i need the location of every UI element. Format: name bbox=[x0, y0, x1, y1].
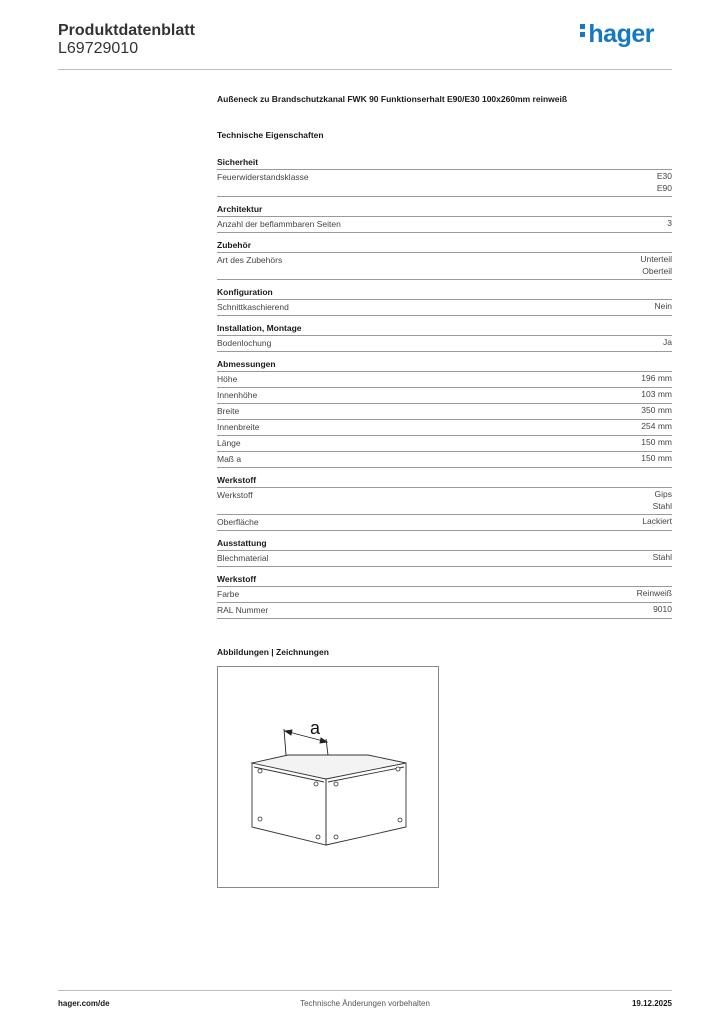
dimension-label: a bbox=[310, 718, 321, 738]
dimension-a bbox=[284, 729, 328, 755]
property-value: Oberteil bbox=[642, 265, 672, 276]
property-value: 103 mm bbox=[641, 389, 672, 399]
property-label: Innenhöhe bbox=[217, 390, 258, 400]
property-label: Oberfläche bbox=[217, 517, 259, 527]
property-values bbox=[641, 421, 672, 433]
property-label: Maß a bbox=[217, 454, 242, 464]
property-value: 9010 bbox=[653, 604, 672, 614]
footer-date: 19.12.2025 bbox=[631, 999, 672, 1008]
property-section bbox=[217, 474, 672, 531]
property-values bbox=[641, 389, 672, 401]
screw-hole bbox=[258, 817, 262, 821]
property-values bbox=[667, 218, 672, 230]
property-label: Breite bbox=[217, 406, 240, 416]
corner-duct-drawing bbox=[218, 667, 438, 887]
property-label: Blechmaterial bbox=[217, 553, 269, 563]
property-label: Schnittkaschierend bbox=[217, 302, 289, 312]
property-section bbox=[217, 239, 672, 280]
page-header bbox=[58, 20, 672, 70]
property-values bbox=[653, 489, 672, 512]
property-row bbox=[217, 488, 672, 515]
section-heading: Abmessungen bbox=[217, 358, 672, 372]
property-value: E30 bbox=[656, 171, 672, 181]
property-value: Lackiert bbox=[642, 516, 672, 526]
property-label: Innenbreite bbox=[217, 422, 260, 432]
property-value: Stahl bbox=[652, 500, 672, 511]
property-label: Werkstoff bbox=[217, 490, 253, 500]
article-number: L69729010 bbox=[58, 40, 139, 57]
product-title: Außeneck zu Brandschutzkanal FWK 90 Funktionserhalt E90/E30 100x260mm reinweiß bbox=[217, 94, 568, 104]
property-label: Länge bbox=[217, 438, 241, 448]
footer-notice: Technische Änderungen vorbehalten bbox=[300, 999, 430, 1008]
property-row bbox=[217, 300, 672, 316]
property-value: Reinweiß bbox=[636, 588, 672, 598]
property-values bbox=[641, 437, 672, 449]
property-label: Bodenlochung bbox=[217, 338, 272, 348]
product-drawing bbox=[217, 666, 439, 888]
property-value: 150 mm bbox=[641, 437, 672, 447]
property-row bbox=[217, 587, 672, 603]
property-values bbox=[637, 588, 672, 600]
property-section bbox=[217, 322, 672, 352]
section-heading: Zubehör bbox=[217, 239, 672, 253]
property-row bbox=[217, 404, 672, 420]
property-values bbox=[655, 301, 672, 313]
screw-hole bbox=[316, 835, 320, 839]
property-value: Unterteil bbox=[640, 254, 672, 264]
property-values bbox=[657, 171, 672, 194]
property-row bbox=[217, 217, 672, 233]
property-value: 350 mm bbox=[641, 405, 672, 415]
property-section bbox=[217, 203, 672, 233]
section-heading: Werkstoff bbox=[217, 474, 672, 488]
screw-hole bbox=[334, 835, 338, 839]
property-values bbox=[663, 337, 672, 349]
property-row bbox=[217, 551, 672, 567]
property-value: Stahl bbox=[652, 552, 672, 562]
logo-colon-icon bbox=[580, 21, 585, 40]
screw-hole bbox=[258, 769, 262, 773]
property-label: Höhe bbox=[217, 374, 238, 384]
property-row bbox=[217, 336, 672, 352]
property-value: E90 bbox=[656, 182, 672, 193]
screw-hole bbox=[334, 782, 338, 786]
property-section bbox=[217, 286, 672, 316]
property-row bbox=[217, 420, 672, 436]
property-label: Art des Zubehörs bbox=[217, 255, 283, 265]
page-footer bbox=[58, 990, 672, 1008]
property-values bbox=[653, 552, 672, 564]
section-heading: Ausstattung bbox=[217, 537, 672, 551]
section-heading: Architektur bbox=[217, 203, 672, 217]
property-value: 150 mm bbox=[641, 453, 672, 463]
property-value: 196 mm bbox=[641, 373, 672, 383]
logo-text: hager bbox=[588, 20, 654, 48]
hager-logo bbox=[580, 20, 654, 49]
property-row bbox=[217, 436, 672, 452]
property-values bbox=[641, 405, 672, 417]
figures-heading: Abbildungen | Zeichnungen bbox=[217, 647, 329, 657]
property-row bbox=[217, 372, 672, 388]
property-value: Nein bbox=[654, 301, 672, 311]
screw-hole bbox=[396, 767, 400, 771]
property-section bbox=[217, 573, 672, 619]
screw-hole bbox=[314, 782, 318, 786]
screw-hole bbox=[398, 818, 402, 822]
property-section bbox=[217, 156, 672, 197]
property-values bbox=[653, 604, 672, 616]
property-values bbox=[642, 516, 672, 528]
property-values bbox=[641, 453, 672, 465]
property-row bbox=[217, 170, 672, 197]
property-label: Feuerwiderstandsklasse bbox=[217, 172, 309, 182]
property-label: Anzahl der beflammbaren Seiten bbox=[217, 219, 341, 229]
property-section bbox=[217, 537, 672, 567]
property-label: Farbe bbox=[217, 589, 240, 599]
section-heading: Werkstoff bbox=[217, 573, 672, 587]
property-values bbox=[640, 254, 672, 277]
property-row bbox=[217, 452, 672, 468]
property-section bbox=[217, 358, 672, 468]
property-row bbox=[217, 388, 672, 404]
footer-website[interactable]: hager.com/de bbox=[58, 999, 110, 1008]
document-title: Produktdatenblatt bbox=[58, 22, 195, 39]
property-value: 3 bbox=[667, 218, 672, 228]
property-values bbox=[641, 373, 672, 385]
section-heading: Installation, Montage bbox=[217, 322, 672, 336]
property-value: Gips bbox=[654, 489, 672, 499]
property-row bbox=[217, 253, 672, 280]
section-heading: Konfiguration bbox=[217, 286, 672, 300]
property-row bbox=[217, 603, 672, 619]
property-row bbox=[217, 515, 672, 531]
section-heading: Sicherheit bbox=[217, 156, 672, 170]
property-value: 254 mm bbox=[641, 421, 672, 431]
property-label: RAL Nummer bbox=[217, 605, 269, 615]
properties-list bbox=[217, 156, 672, 625]
property-value: Ja bbox=[663, 337, 672, 347]
properties-heading: Technische Eigenschaften bbox=[217, 130, 324, 140]
